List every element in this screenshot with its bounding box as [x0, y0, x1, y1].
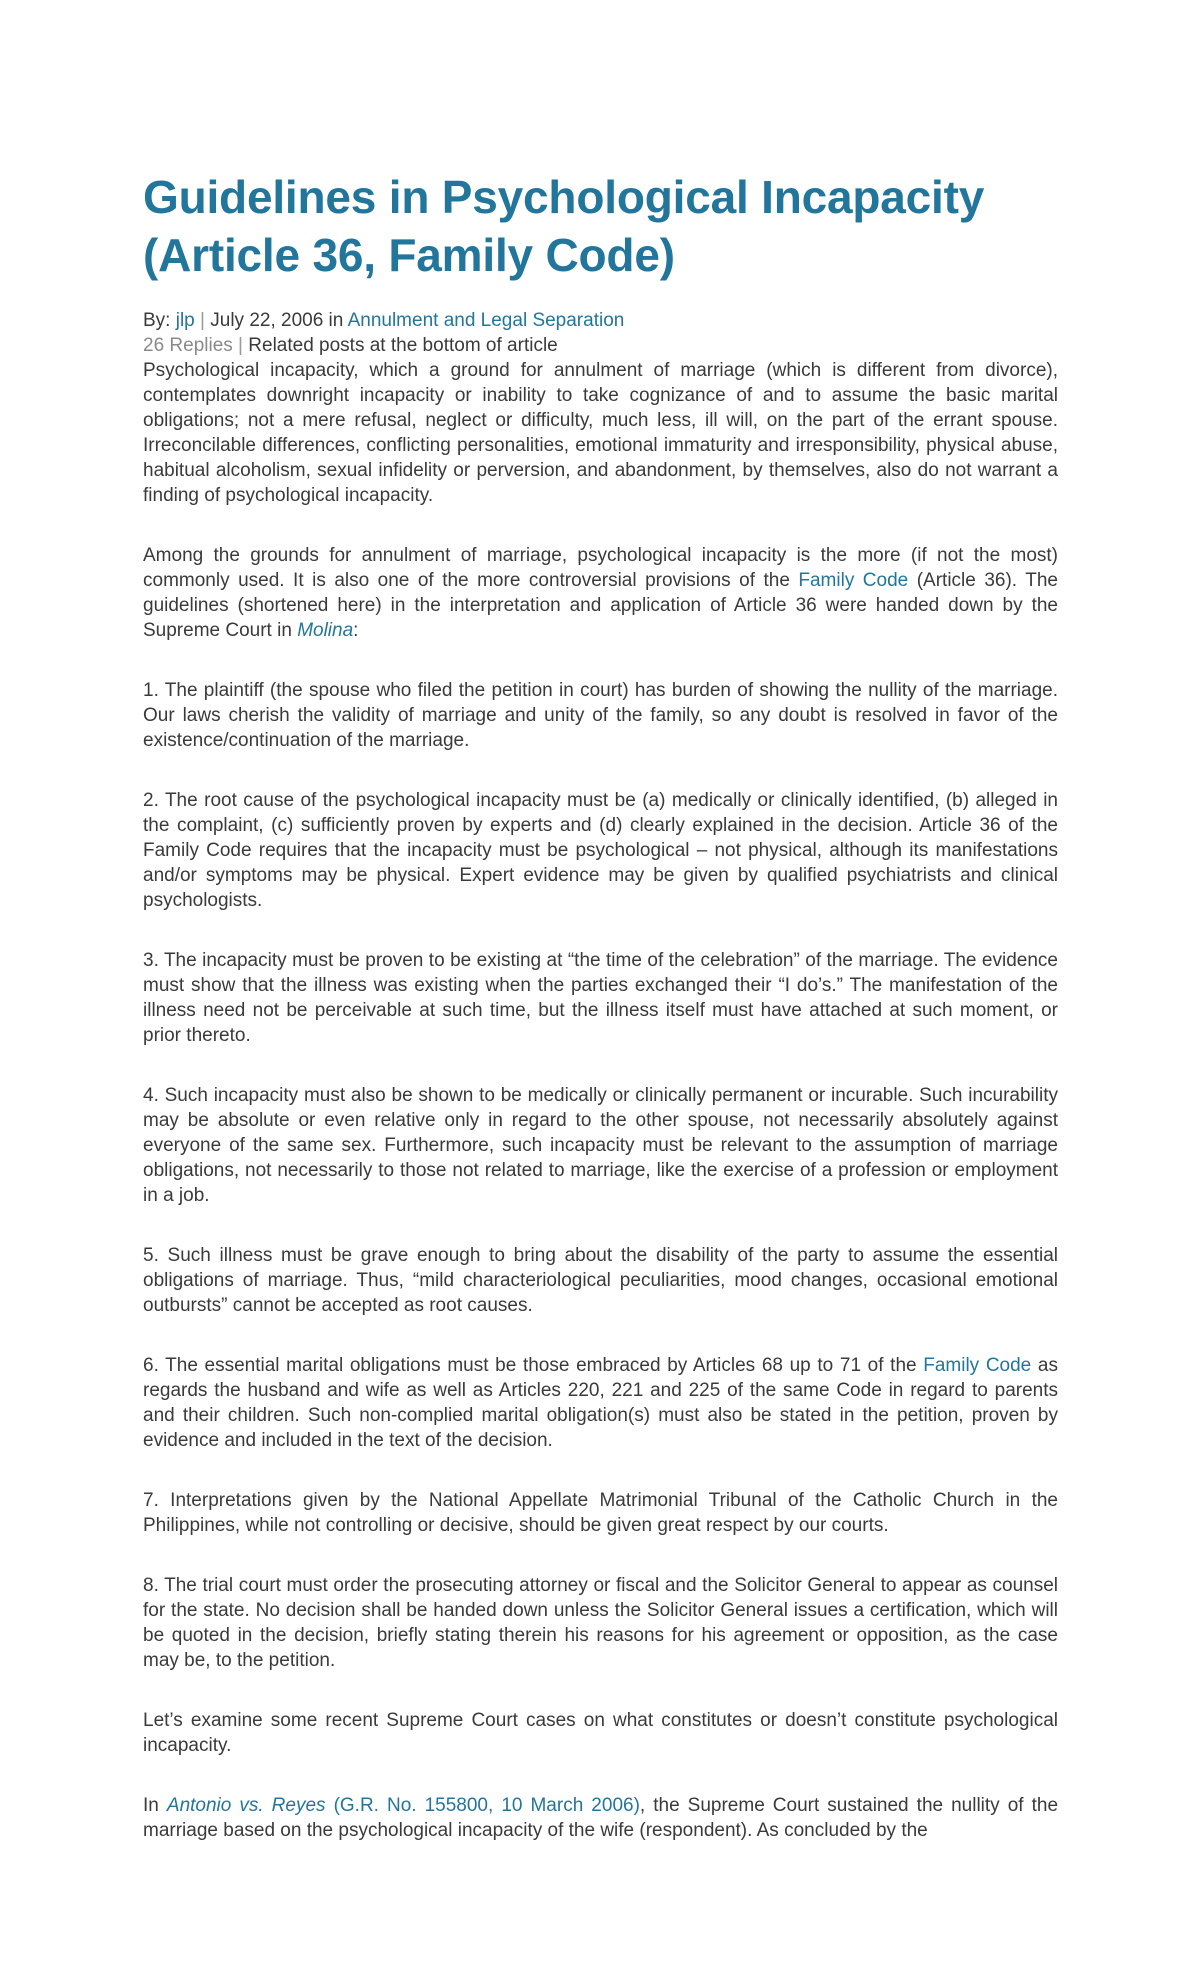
guideline-1: 1. The plaintiff (the spouse who filed the petition in court) has burden of showing the nullity of the marriage. Our laws cherish the validity of marriage and unity of the family, so any doubt is resolved in favor of the existence/continuation of the marriage.: [143, 680, 1058, 751]
intro-paragraph: Psychological incapacity, which a ground for annulment of marriage (which is different from divorce), contemplates downright incapacity or inability to take cognizance of and to assume the basic marital obligations; not a mere refusal, neglect or difficulty, much less, ill will, on the part of the errant spouse. Irreconcilable differences, conflicting personalities, emotional immaturity and irresponsibility, physical abuse, habitual alcoholism, sexual infidelity or perversion, and abandonment, by themselves, also do not warrant a finding of psychological incapacity.: [143, 360, 1058, 506]
guideline-6-text-b: as regards the husband and wife as well as Articles 220, 221 and 225 of the same Code in regard to parents and their children. Such non-complied marital obligation(s) must also be stated in the petition, proven by evidence and included in the text of the decision.: [143, 1355, 1058, 1451]
related-posts-note: Related posts at the bottom of article: [248, 335, 558, 356]
family-code-link-2[interactable]: Family Code: [923, 1355, 1032, 1376]
guideline-2: 2. The root cause of the psychological incapacity must be (a) medically or clinically identified, (b) alleged in the complaint, (c) sufficiently proven by experts and (d) clearly explained in the decision. Article 36 of the Family Code requires that the incapacity must be psychological – not physical, although its manifestations and/or symptoms may be physical. Expert evidence may be given by qualified psychiatrists and clinical psychologists.: [143, 790, 1058, 911]
grounds-text-b: (Article 36). The guidelines (shortened here) in the interpretation and application of Article 36 were handed down by the Supreme Court in: [143, 570, 1058, 641]
examine-paragraph: Let’s examine some recent Supreme Court cases on what constitutes or doesn’t constitute psychological incapacity.: [143, 1710, 1058, 1756]
antonio-paragraph: [143, 1793, 1058, 1843]
guideline-6: [143, 1353, 1058, 1453]
grounds-paragraph: [143, 543, 1058, 643]
guideline-3: 3. The incapacity must be proven to be existing at “the time of the celebration” of the marriage. The evidence must show that the illness was existing when the parties exchanged their “I do’s.” The manifestation of the illness need not be perceivable at such time, but the illness itself must have attached at such moment, or prior thereto.: [143, 950, 1058, 1046]
antonio-citation-link[interactable]: (G.R. No. 155800, 10 March 2006): [325, 1795, 640, 1816]
guideline-8: 8. The trial court must order the prosecuting attorney or fiscal and the Solicitor General to appear as counsel for the state. No decision shall be handed down unless the Solicitor General issues a certification, which will be quoted in the decision, briefly stating therein his reasons for his agreement or opposition, as the case may be, to the petition.: [143, 1575, 1058, 1671]
replies-line: [143, 333, 1058, 358]
byline-separator: |: [194, 310, 211, 331]
article: [143, 168, 1058, 1878]
grounds-text-a: Among the grounds for annulment of marriage, psychological incapacity is the more (if not the most) commonly used. It is also one of the more controversial provisions of the: [143, 545, 1058, 591]
article-meta: [143, 308, 1058, 358]
author-link[interactable]: jlp: [175, 310, 195, 331]
replies-separator: |: [232, 335, 249, 356]
byline-by-label: By:: [143, 310, 176, 331]
article-body: [143, 358, 1058, 1843]
guideline-7: 7. Interpretations given by the National Appellate Matrimonial Tribunal of the Catholic Church in the Philippines, while not controlling or decisive, should be given great respect by our courts.: [143, 1490, 1058, 1536]
post-date: July 22, 2006 in: [210, 310, 348, 331]
antonio-text-a: In: [143, 1795, 167, 1816]
guideline-5: 5. Such illness must be grave enough to bring about the disability of the party to assume the essential obligations of marriage. Thus, “mild characteriological peculiarities, mood changes, occasional emotional outbursts” cannot be accepted as root causes.: [143, 1245, 1058, 1316]
antonio-case-link[interactable]: Antonio vs. Reyes: [166, 1795, 326, 1816]
category-link[interactable]: Annulment and Legal Separation: [347, 310, 625, 331]
grounds-text-c: :: [353, 620, 359, 641]
antonio-text-b: , the Supreme Court sustained the nullity of the marriage based on the psychological incapacity of the wife (respondent). As concluded by the: [143, 1795, 1059, 1841]
guideline-6-text-a: 6. The essential marital obligations must be those embraced by Articles 68 up to 71 of the: [143, 1355, 924, 1376]
byline: [143, 308, 1058, 333]
guideline-4: 4. Such incapacity must also be shown to be medically or clinically permanent or incurable. Such incurability may be absolute or even relative only in regard to the other spouse, not necessarily absolutely against everyone of the same sex. Furthermore, such incapacity must be relevant to the assumption of marriage obligations, not necessarily to those not related to marriage, like the exercise of a profession or employment in a job.: [143, 1085, 1058, 1206]
replies-count-link[interactable]: 26 Replies: [143, 335, 233, 356]
article-title: Guidelines in Psychological Incapacity (Article 36, Family Code): [143, 171, 985, 281]
molina-link[interactable]: Molina: [297, 620, 354, 641]
family-code-link[interactable]: Family Code: [798, 570, 909, 591]
